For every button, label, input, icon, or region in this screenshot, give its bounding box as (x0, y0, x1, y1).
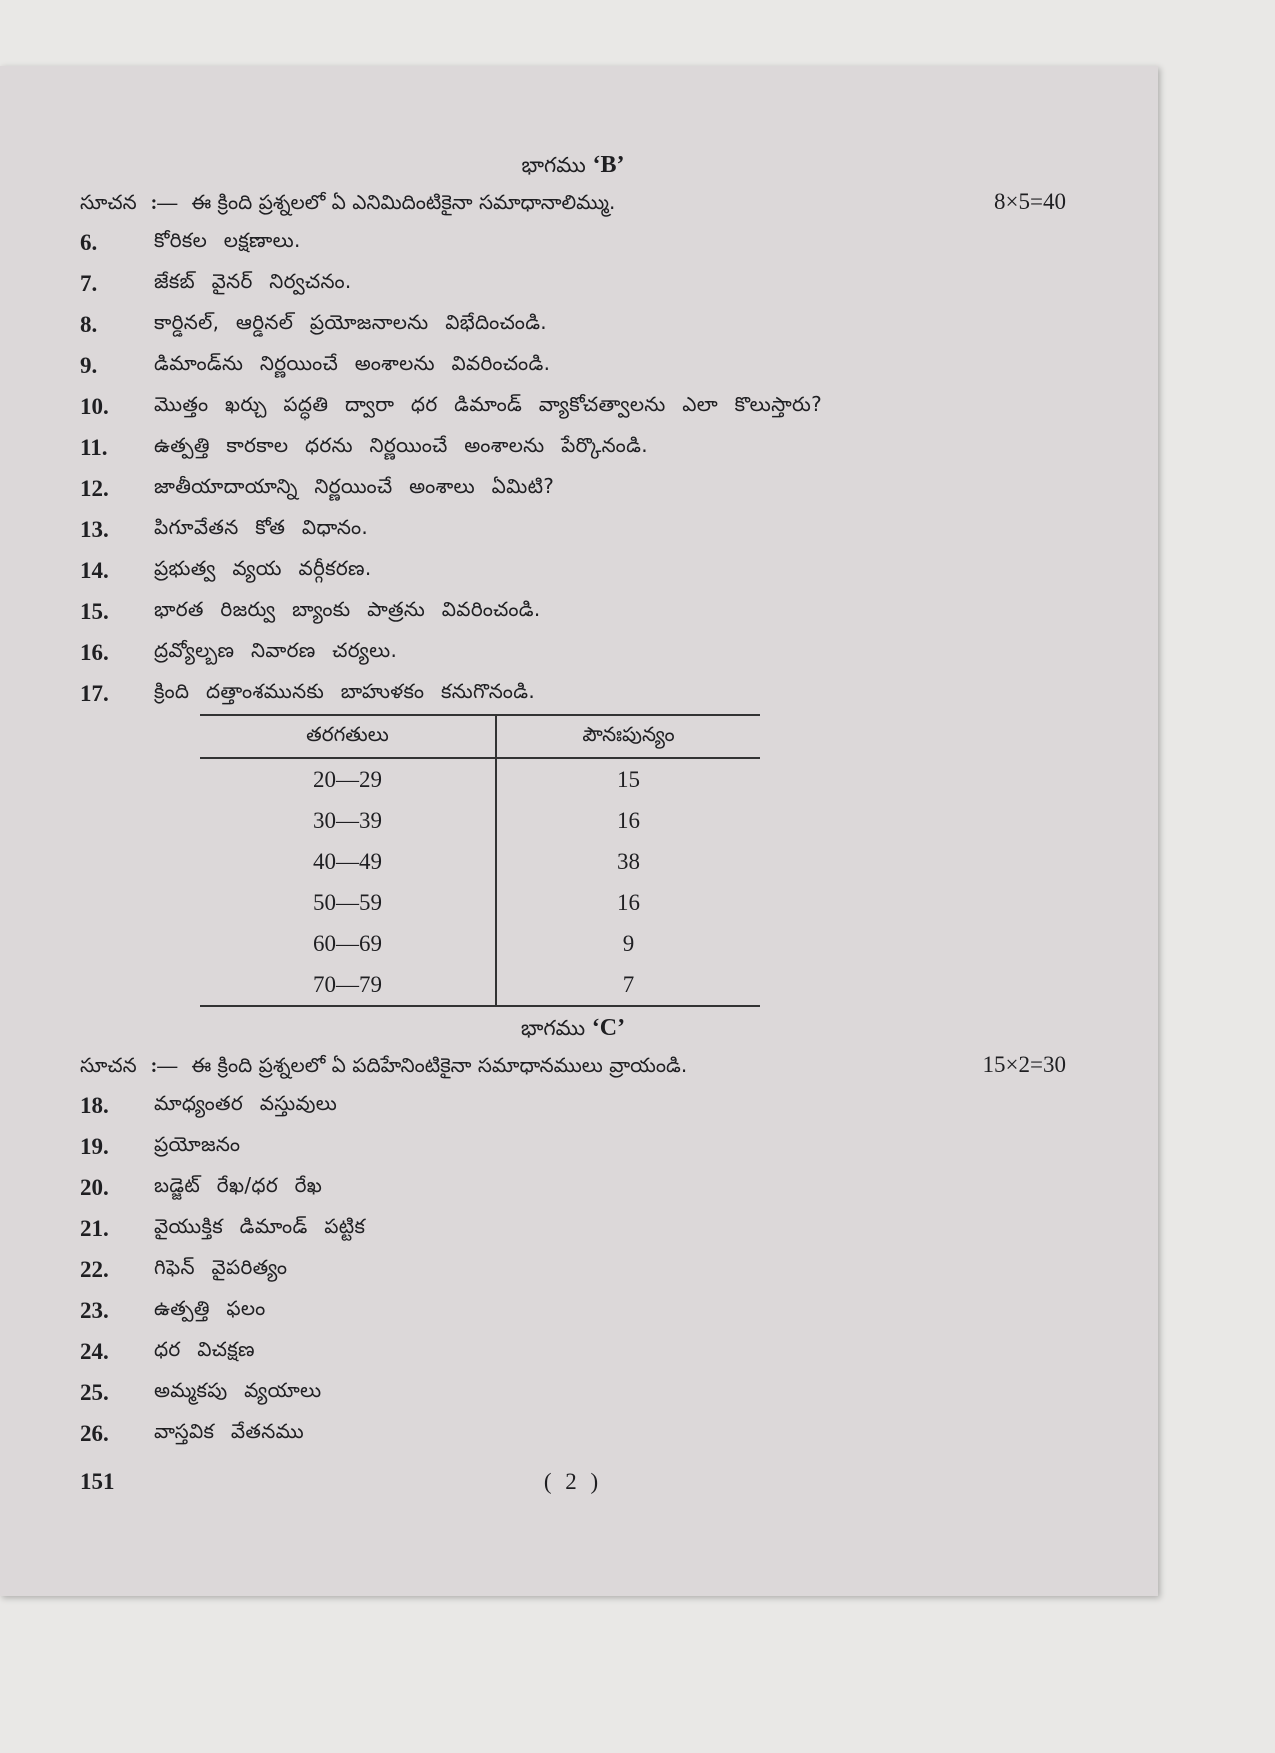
instruction-separator: :— (150, 191, 178, 214)
question-number: 18. (80, 1092, 109, 1118)
question-item (80, 1167, 1066, 1208)
question-number: 14. (80, 557, 109, 583)
question-text: భారత రిజర్వు బ్యాంకు పాత్రను వివరించండి. (154, 597, 541, 621)
table-row (200, 800, 760, 841)
question-item (80, 1331, 1066, 1372)
section-b-title-letter: ‘B’ (592, 152, 625, 178)
question-number: 13. (80, 516, 109, 542)
question-item (80, 427, 1066, 468)
question-item (80, 263, 1066, 304)
question-item (80, 1372, 1066, 1413)
question-item (80, 1290, 1066, 1331)
question-number: 22. (80, 1256, 109, 1282)
section-b-instruction (80, 182, 1066, 222)
question-number: 24. (80, 1338, 109, 1364)
header-class-intervals: తరగతులు (200, 715, 496, 758)
question-text: ద్రవ్యోల్బణ నివారణ చర్యలు. (154, 638, 398, 662)
question-item (80, 222, 1066, 263)
question-text: గిఫెన్ వైపరిత్యం (154, 1255, 288, 1279)
question-text: వైయుక్తిక డిమాండ్ పట్టిక (154, 1214, 366, 1238)
question-number: 26. (80, 1420, 109, 1446)
question-text: అమ్మకపు వ్యయాలు (154, 1378, 322, 1402)
table-cell: 20—29 (200, 758, 496, 800)
question-item (80, 550, 1066, 591)
question-text: వాస్తవిక వేతనము (154, 1419, 304, 1443)
question-item (80, 632, 1066, 673)
header-frequency: పౌనఃపున్యం (496, 715, 760, 758)
question-number: 20. (80, 1174, 109, 1200)
question-number: 7. (80, 270, 98, 296)
table-row (200, 758, 760, 800)
question-number: 21. (80, 1215, 109, 1241)
question-item (80, 1249, 1066, 1290)
table-cell: 16 (617, 807, 640, 833)
table-cell: 7 (496, 964, 760, 1006)
instruction-lead: సూచన (80, 189, 137, 214)
question-item (80, 304, 1066, 345)
section-c-title (80, 1011, 1066, 1045)
table-row (200, 841, 760, 882)
question-number: 19. (80, 1133, 109, 1159)
table-row (200, 964, 760, 1006)
question-text: జాతీయాదాయాన్ని నిర్ణయించే అంశాలు ఏమిటి? (154, 474, 555, 498)
question-text: కార్డినల్, ఆర్డినల్ ప్రయోజనాలను విభేదించండి. (154, 310, 547, 334)
section-b-title (80, 148, 1066, 182)
section-c-title-prefix: భాగము (520, 1016, 586, 1040)
section-b-marks: 8×5=40 (994, 189, 1066, 214)
table-cell: 30—39 (200, 800, 496, 841)
question-number: 8. (80, 311, 98, 337)
question-number: 6. (80, 229, 98, 255)
question-text: డిమాండ్‌ను నిర్ణయించే అంశాలను వివరించండి. (154, 351, 551, 375)
question-text: ఉత్పత్తి ఫలం (154, 1296, 266, 1320)
table-cell: 50—59 (200, 882, 496, 923)
question-text: ఉత్పత్తి కారకాల ధరను నిర్ణయించే అంశాలను పేర్కొనండి. (154, 433, 648, 457)
table-cell: 70—79 (200, 964, 496, 1006)
question-text: బడ్జెట్ రేఖ/ధర రేఖ (154, 1173, 323, 1197)
question-item (80, 386, 1066, 427)
question-text: ప్రయోజనం (154, 1132, 241, 1156)
question-text: జేకబ్ వైనర్ నిర్వచనం. (154, 269, 352, 293)
page-footer (80, 1460, 1066, 1504)
section-c-instruction (80, 1045, 1066, 1085)
table-cell: 60—69 (200, 923, 496, 964)
frequency-table (200, 714, 760, 1007)
instruction-lead: సూచన (80, 1052, 137, 1077)
question-text: పిగూవేతన కోత విధానం. (154, 515, 369, 539)
question-number: 10. (80, 393, 109, 419)
instruction-text: ఈ క్రింది ప్రశ్నలలో ఏ పదిహేనింటికైనా సమాధానములు వ్రాయండి. (191, 1052, 688, 1077)
question-text: ధర విచక్షణ (154, 1337, 255, 1361)
instruction-separator: :— (150, 1054, 178, 1077)
question-item (80, 1126, 1066, 1167)
question-number: 16. (80, 639, 109, 665)
section-b-title-prefix: భాగము (521, 153, 586, 177)
question-item (80, 345, 1066, 386)
instruction-text: ఈ క్రింది ప్రశ్నలలో ఏ ఎనిమిదింటికైనా సమాధానాలిమ్ము. (191, 189, 616, 214)
question-text: మొత్తం ఖర్చు పద్ధతి ద్వారా ధర డిమాండ్ వ్యాకోచత్వాలను ఎలా కొలుస్తారు? (154, 392, 822, 416)
paper-code: 151 (80, 1469, 115, 1494)
section-c-title-letter: ‘C’ (591, 1015, 626, 1041)
question-item (80, 591, 1066, 632)
question-number: 15. (80, 598, 109, 624)
table-cell: 15 (617, 766, 640, 792)
question-text: క్రింది దత్తాంశమునకు బాహుళకం కనుగొనండి. (154, 679, 535, 703)
question-item (80, 468, 1066, 509)
question-item (80, 509, 1066, 550)
table-row (200, 882, 760, 923)
question-item (80, 1085, 1066, 1126)
question-number: 11. (80, 434, 108, 460)
question-item (80, 673, 1066, 714)
question-number: 9. (80, 352, 98, 378)
question-number: 25. (80, 1379, 109, 1405)
table-row (200, 923, 760, 964)
section-c-marks: 15×2=30 (982, 1052, 1066, 1077)
question-number: 23. (80, 1297, 109, 1323)
table-header-row (200, 715, 760, 758)
page-number: ( 2 ) (543, 1469, 603, 1494)
question-item (80, 1208, 1066, 1249)
question-number: 12. (80, 475, 109, 501)
table-cell: 16 (617, 889, 640, 915)
question-text: మాధ్యంతర వస్తువులు (154, 1091, 338, 1115)
question-number: 17. (80, 680, 109, 706)
table-cell: 40—49 (200, 841, 496, 882)
question-item (80, 1413, 1066, 1454)
question-text: కోరికల లక్షణాలు. (154, 228, 301, 252)
table-cell: 9 (622, 930, 635, 956)
page-content (80, 148, 1066, 1504)
question-text: ప్రభుత్వ వ్యయ వర్గీకరణ. (154, 556, 372, 580)
table-cell: 38 (617, 848, 640, 874)
